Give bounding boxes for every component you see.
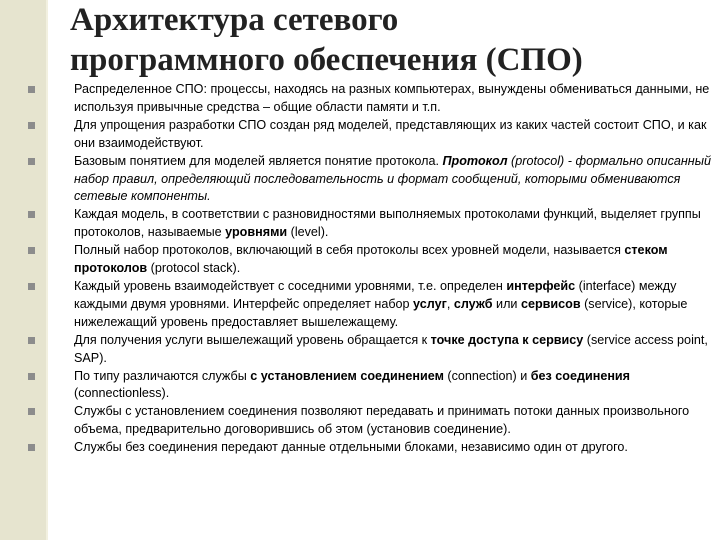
item-text: Службы без соединения передают данные отдельными блоками, независимо один от другого. — [74, 440, 628, 455]
title-line-1: Архитектура сетевого — [70, 2, 399, 38]
item-text: Каждый уровень взаимодействует с соседними уровнями, т.е. определен — [74, 278, 507, 293]
item-text: Службы с установлением соединения позволяют передавать и принимать потоки данных произвольного объема, предварительно договорившись об этом (установив соединение). — [74, 404, 690, 437]
square-bullet-icon — [28, 444, 35, 451]
item-text: (interface) между каждыми двумя уровнями. Интерфейс определяет набор — [74, 278, 677, 311]
item-text: По типу различаются службы — [74, 368, 251, 383]
square-bullet-icon — [28, 408, 35, 415]
list-item — [28, 439, 714, 457]
item-text: или — [492, 296, 521, 311]
item-text-italic: (protocol) - формально описанный набор правил, определяющий последовательность и формат сообщений, которыми обмениваются сетевые компоненты. — [74, 153, 711, 204]
term-protocol: Протокол — [442, 153, 508, 168]
item-text: Для упрощения разработки СПО создан ряд моделей, представляющих из каких частей состоит СПО, и как они взаимодействуют. — [74, 117, 707, 150]
item-text: Распределенное СПО: процессы, находясь на разных компьютерах, вынуждены обмениваться данными, не используя привычные средства – общие области памяти и т.п. — [74, 82, 710, 114]
item-text: Полный набор протоколов, включающий в себя протоколы всех уровней модели, называется — [74, 243, 625, 258]
square-bullet-icon — [28, 373, 35, 380]
term-connectionless: без соединения — [530, 368, 631, 383]
term-connection-oriented: с установлением соединением — [250, 368, 444, 383]
list-item — [28, 206, 714, 242]
list-item — [28, 242, 714, 278]
item-text: (service access point, SAP). — [74, 332, 708, 365]
square-bullet-icon — [28, 247, 35, 254]
item-text: (connectionless). — [74, 386, 170, 401]
item-text: (protocol stack). — [147, 261, 241, 276]
square-bullet-icon — [28, 122, 35, 129]
item-text: Каждая модель, в соответствии с разновидностями выполняемых протоколами функций, выделяет группы протоколов, называемые — [74, 207, 701, 240]
slide-title — [70, 0, 700, 80]
term-services: услуг — [413, 296, 447, 311]
term-services-3: сервисов — [520, 296, 581, 311]
list-item — [28, 81, 714, 117]
square-bullet-icon — [28, 283, 35, 290]
item-text: , — [446, 296, 454, 311]
term-sap: точке доступа к сервису — [430, 332, 584, 347]
item-text: Базовым понятием для моделей является понятие протокола. — [74, 153, 443, 168]
list-item — [28, 403, 714, 439]
list-item — [28, 368, 714, 404]
title-line-2: программного обеспечения (СПО) — [70, 42, 583, 78]
list-item — [28, 278, 714, 332]
bullet-list — [28, 81, 714, 457]
square-bullet-icon — [28, 337, 35, 344]
square-bullet-icon — [28, 86, 35, 93]
item-text: (connection) и — [443, 368, 531, 383]
item-text: Для получения услуги вышележащий уровень обращается к — [74, 332, 431, 347]
list-item — [28, 153, 714, 207]
item-text: (level). — [287, 225, 329, 240]
term-interface: интерфейс — [506, 278, 576, 293]
list-item — [28, 332, 714, 368]
item-text: (service), которые нижележащий уровень предоставляет вышележащему. — [74, 296, 688, 329]
term-protocol-stack: стеком протоколов — [74, 243, 668, 276]
square-bullet-icon — [28, 211, 35, 218]
term-services-2: служб — [453, 296, 493, 311]
list-item — [28, 117, 714, 153]
square-bullet-icon — [28, 158, 35, 165]
term-levels: уровнями — [225, 225, 288, 240]
